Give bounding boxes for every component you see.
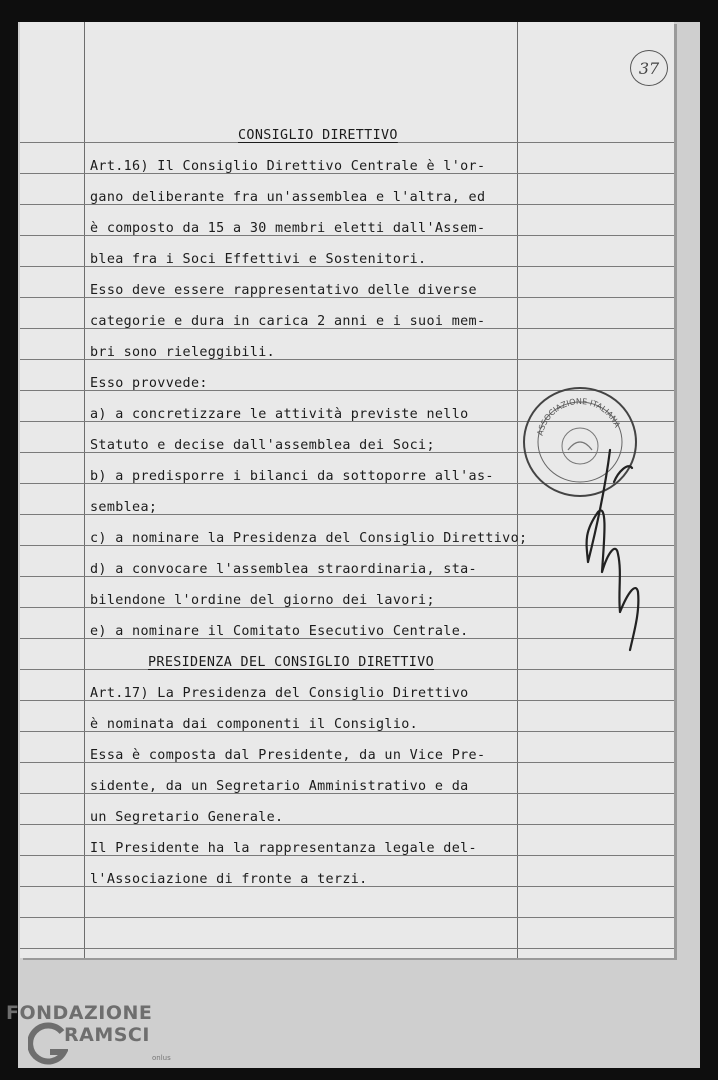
document-text-line: è composto da 15 a 30 membri eletti dall'Assem-	[90, 221, 486, 236]
watermark-small-text: onlus	[152, 1054, 171, 1062]
document-text-line: sidente, da un Segretario Amministrativo e da	[90, 779, 469, 794]
document-text-line: b) a predisporre i bilanci da sottoporre all'as-	[90, 469, 494, 484]
document-text-line: è nominata dai componenti il Consiglio.	[90, 717, 419, 732]
section-heading: PRESIDENZA DEL CONSIGLIO DIRETTIVO	[148, 655, 435, 670]
document-text-line: Essa è composta dal Presidente, da un Vice Pre-	[90, 748, 486, 763]
document-text-line: categorie e dura in carica 2 anni e i suoi mem-	[90, 314, 486, 329]
document-text-line: Statuto e decise dall'assemblea dei Soci;	[90, 438, 435, 453]
document-text-line: Art.17) La Presidenza del Consiglio Direttivo	[90, 686, 469, 701]
document-text-line: a) a concretizzare le attività previste nello	[90, 407, 469, 422]
handwritten-page-number: 37	[630, 50, 668, 86]
section-heading: CONSIGLIO DIRETTIVO	[238, 128, 398, 143]
document-text-line: l'Associazione di fronte a terzi.	[90, 872, 368, 887]
ruled-line	[20, 917, 674, 918]
document-text-line: Il Presidente ha la rappresentanza legale del-	[90, 841, 477, 856]
document-text-line: c) a nominare la Presidenza del Consiglio Direttivo;	[90, 531, 528, 546]
ruled-line	[20, 948, 674, 949]
left-margin-rule	[84, 22, 85, 958]
document-text-line: Esso provvede:	[90, 376, 208, 391]
document-text-line: un Segretario Generale.	[90, 810, 284, 825]
document-text-line: d) a convocare l'assemblea straordinaria, sta-	[90, 562, 477, 577]
stamp-text: ASSOCIAZIONE ITALIANA	[535, 396, 622, 437]
typewritten-document-page	[20, 22, 674, 958]
document-text-line: e) a nominare il Comitato Esecutivo Centrale.	[90, 624, 469, 639]
document-text-line: Art.16) Il Consiglio Direttivo Centrale è l'or-	[90, 159, 486, 174]
svg-text:ASSOCIAZIONE ITALIANA	[536, 397, 622, 437]
fondazione-gramsci-watermark	[6, 1002, 176, 1074]
watermark-line-1: FONDAZIONE	[6, 1002, 153, 1024]
handwritten-signature-icon	[558, 442, 658, 652]
document-text-line: bilendone l'ordine del giorno dei lavori;	[90, 593, 435, 608]
document-text-line: gano deliberante fra un'assemblea e l'altra, ed	[90, 190, 486, 205]
gramsci-g-logo-icon	[28, 1022, 68, 1068]
document-text-line: blea fra i Soci Effettivi e Sostenitori.	[90, 252, 427, 267]
right-margin-rule	[517, 22, 518, 958]
watermark-line-2: RAMSCI	[64, 1024, 150, 1046]
document-text-line: semblea;	[90, 500, 158, 515]
document-text-line: bri sono rieleggibili.	[90, 345, 276, 360]
document-text-line: Esso deve essere rappresentativo delle diverse	[90, 283, 477, 298]
